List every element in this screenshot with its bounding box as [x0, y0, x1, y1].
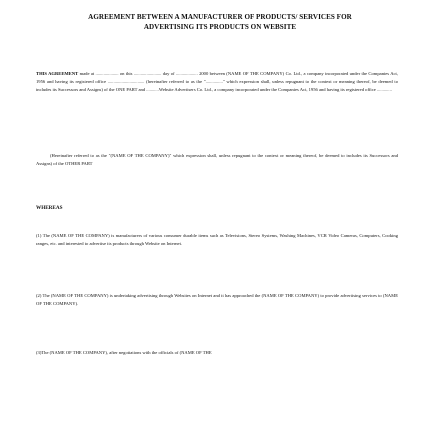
recital-clause-2: (2) The (NAME OF THE COMPANY) is undertaking advertising through Websites on Internet and it has approached the (NAME OF THE COMPANY) to provide advertising services to (NAME OF THE COMPANY).	[36, 293, 398, 307]
agreement-continuation: (Hereinafter referred to as the "(NAME OF THE COMPANY)" which expression shall, unless repugnant to the context or meaning thereof, be deemed to includes its Successors and Assigns) of the OTHER PART	[36, 153, 398, 167]
recital-clause-1: (1) The (NAME OF THE COMPANY) is manufacturers of various consumer durable items such as Televisions, Stereo Systems, Washing Machines, VCR Video Cameras, Computers, Cooking ranges, etc. and interested to advertise its products through Website on Internet.	[36, 233, 398, 247]
title-line-2: ADVERTISING ITS PRODUCTS ON WEBSITE	[143, 23, 297, 31]
agreement-paragraph	[36, 70, 398, 95]
recital-clause-3: (3)The (NAME OF THE COMPANY), after negotiations with the officials of (NAME OF THE	[36, 350, 212, 355]
title-line-1: AGREEMENT BETWEEN A MANUFACTURER OF PRODUCTS/ SERVICES FOR	[88, 13, 352, 21]
agreement-lead: THIS AGREEMENT	[36, 71, 79, 76]
whereas-heading: WHEREAS	[36, 205, 63, 211]
agreement-body: made at .................... on this ........................ day of ................... 2000 between (NAME OF THE COMPANY) Co. Ltd., a company incorporated under the Companies Act, 1956 and having its registered office ................................ (hereinafter referred to as the "..............." which expression shall, unless repugnant to the context or meaning thereof, be deemed to includes its Successors and Assigns) of the ONE PART and ...........Website Advertisers Co. Ltd., a company incorporated under the Companies Act, 1956 and having its registered office .............	[36, 71, 398, 93]
document-title	[60, 12, 380, 32]
